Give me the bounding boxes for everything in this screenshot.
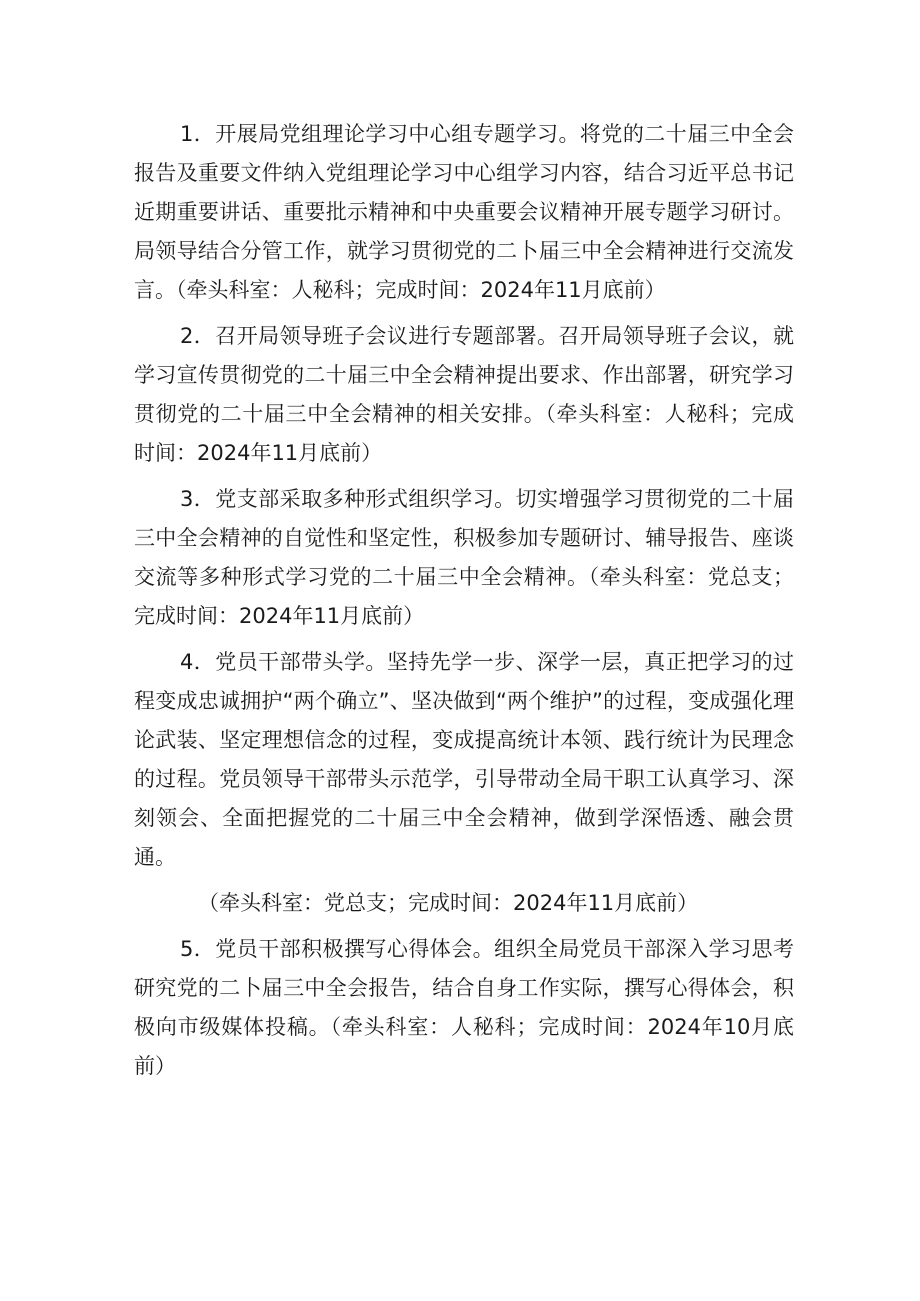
paragraph-item-2: 2．召开局领导班子会议进行专题部署。召开局领导班子会议，就学习宣传贯彻党的二十届三中全会精神提出要求、作出部署，研究学习贯彻党的二十届三中全会精神的相关安排。（牵头科室：人秘科；完成时间：2024年11月底前）	[134, 324, 794, 465]
paragraph-item-1: 1．开展局党组理论学习中心组专题学习。将党的二十届三中全会报告及重要文件纳入党组理论学习中心组学习内容，结合习近平总书记近期重要讲话、重要批示精神和中央重要会议精神开展专题学习研讨。局领导结合分管工作，就学习贯彻党的二卜届三中全会精神进行交流发言。（牵头科室：人秘科；完成时间：2024年11月底前）	[134, 122, 794, 302]
paragraph-item-3: 3．党支部采取多种形式组织学习。切实增强学习贯彻党的二十届三中全会精神的自觉性和坚定性，积极参加专题研讨、辅导报告、座谈交流等多种形式学习党的二十届三中全会精神。（牵头科室：党总支；完成时间：2024年11月底前）	[134, 487, 794, 628]
document-body	[134, 115, 794, 1093]
paragraph-item-4-note: （牵头科室：党总支；完成时间：2024年11月底前）	[198, 891, 699, 915]
paragraph-item-4: 4．党员干部带头学。坚持先学一步、深学一层，真正把学习的过程变成忠诚拥护“两个确立”、坚决做到“两个维护”的过程，变成强化理论武装、坚定理想信念的过程，变成提高统计本领、践行统计为民理念的过程。党员领导干部带头示范学，引导带动全局干职工认真学习、深刻领会、全面把握党的二十届三中全会精神，做到学深悟透、融会贯通。	[134, 650, 794, 869]
paragraph-item-5: 5．党员干部积极撰写心得体会。组织全局党员干部深入学习思考研究党的二卜届三中全会报告，结合自身工作实际，撰写心得体会，积极向市级媒体投稿。（牵头科室：人秘科；完成时间：2024年10月底前）	[134, 937, 794, 1078]
